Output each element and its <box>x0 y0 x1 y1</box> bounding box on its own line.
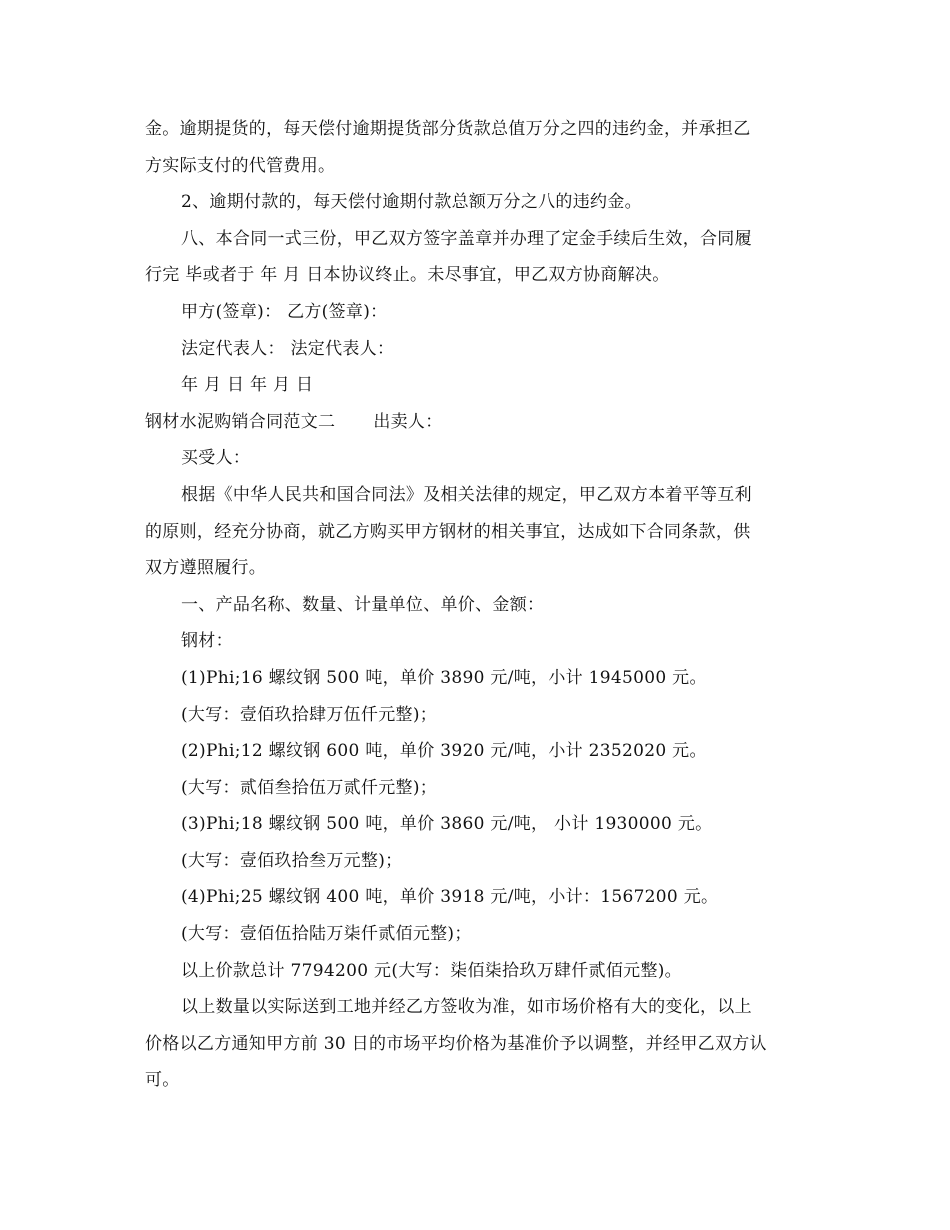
text-line: 八、本合同一式三份，甲乙双方签字盖章并办理了定金手续后生效，合同履 <box>181 228 752 249</box>
text-line: 行完 毕或者于 年 月 日本协议终止。未尽事宜，甲乙双方协商解决。 <box>145 265 670 286</box>
item-line: (2)Phi;12 螺纹钢 600 吨，单价 3920 元/吨，小计 2352020 元。 <box>181 741 707 762</box>
text-line: 以上数量以实际送到工地并经乙方签收为准，如市场价格有大的变化，以上 <box>181 997 752 1018</box>
text-line: 2、逾期付款的，每天偿付逾期付款总额万分之八的违约金。 <box>181 192 642 213</box>
text-line: 可。 <box>145 1070 180 1091</box>
item-line: (1)Phi;16 螺纹钢 500 吨，单价 3890 元/吨，小计 1945000 元。 <box>181 667 707 688</box>
representative-line: 法定代表人： 法定代表人： <box>181 338 395 359</box>
text-line: 根据《中华人民共和国合同法》及相关法律的规定，甲乙双方本着平等互利 <box>181 484 752 505</box>
date-line: 年 月 日 年 月 日 <box>181 375 314 396</box>
buyer-label: 买受人： <box>181 448 251 469</box>
document-page <box>145 111 810 1099</box>
item-amount-line: (大写：贰佰叁拾伍万贰仟元整)； <box>181 777 438 798</box>
text-line: 价格以乙方通知甲方前 30 日的市场平均价格为基准价予以调整，并经甲乙双方认 <box>145 1033 767 1054</box>
clause-heading: 一、产品名称、数量、计量单位、单价、金额： <box>181 594 545 615</box>
signature-line: 甲方(签章)： 乙方(签章)： <box>181 301 388 322</box>
text-line: 金。逾期提货的，每天偿付逾期提货部分货款总值万分之四的违约金，并承担乙 <box>145 119 751 139</box>
seller-label: 出卖人： <box>373 411 443 432</box>
item-line: (4)Phi;25 螺纹钢 400 吨，单价 3918 元/吨，小计：1567200 元。 <box>181 887 719 908</box>
text-line: 方实际支付的代管费用。 <box>145 155 336 176</box>
section-title-line <box>145 404 810 441</box>
text-line: 钢材： <box>181 631 233 652</box>
item-amount-line: (大写：壹佰伍拾陆万柒仟贰佰元整)； <box>181 924 472 945</box>
item-amount-line: (大写：壹佰玖拾肆万伍仟元整)； <box>181 704 438 725</box>
text-line: 的原则，经充分协商，就乙方购买甲方钢材的相关事宜，达成如下合同条款，供 <box>145 521 751 542</box>
item-amount-line: (大写：壹佰玖拾叁万元整)； <box>181 850 403 871</box>
section-title: 钢材水泥购销合同范文二 <box>145 411 336 432</box>
total-line: 以上价款总计 7794200 元(大写：柒佰柒拾玖万肆仟贰佰元整)。 <box>181 960 682 981</box>
text-line: 双方遵照履行。 <box>145 558 267 579</box>
item-line: (3)Phi;18 螺纹钢 500 吨，单价 3860 元/吨， 小计 1930000 元。 <box>181 814 713 835</box>
